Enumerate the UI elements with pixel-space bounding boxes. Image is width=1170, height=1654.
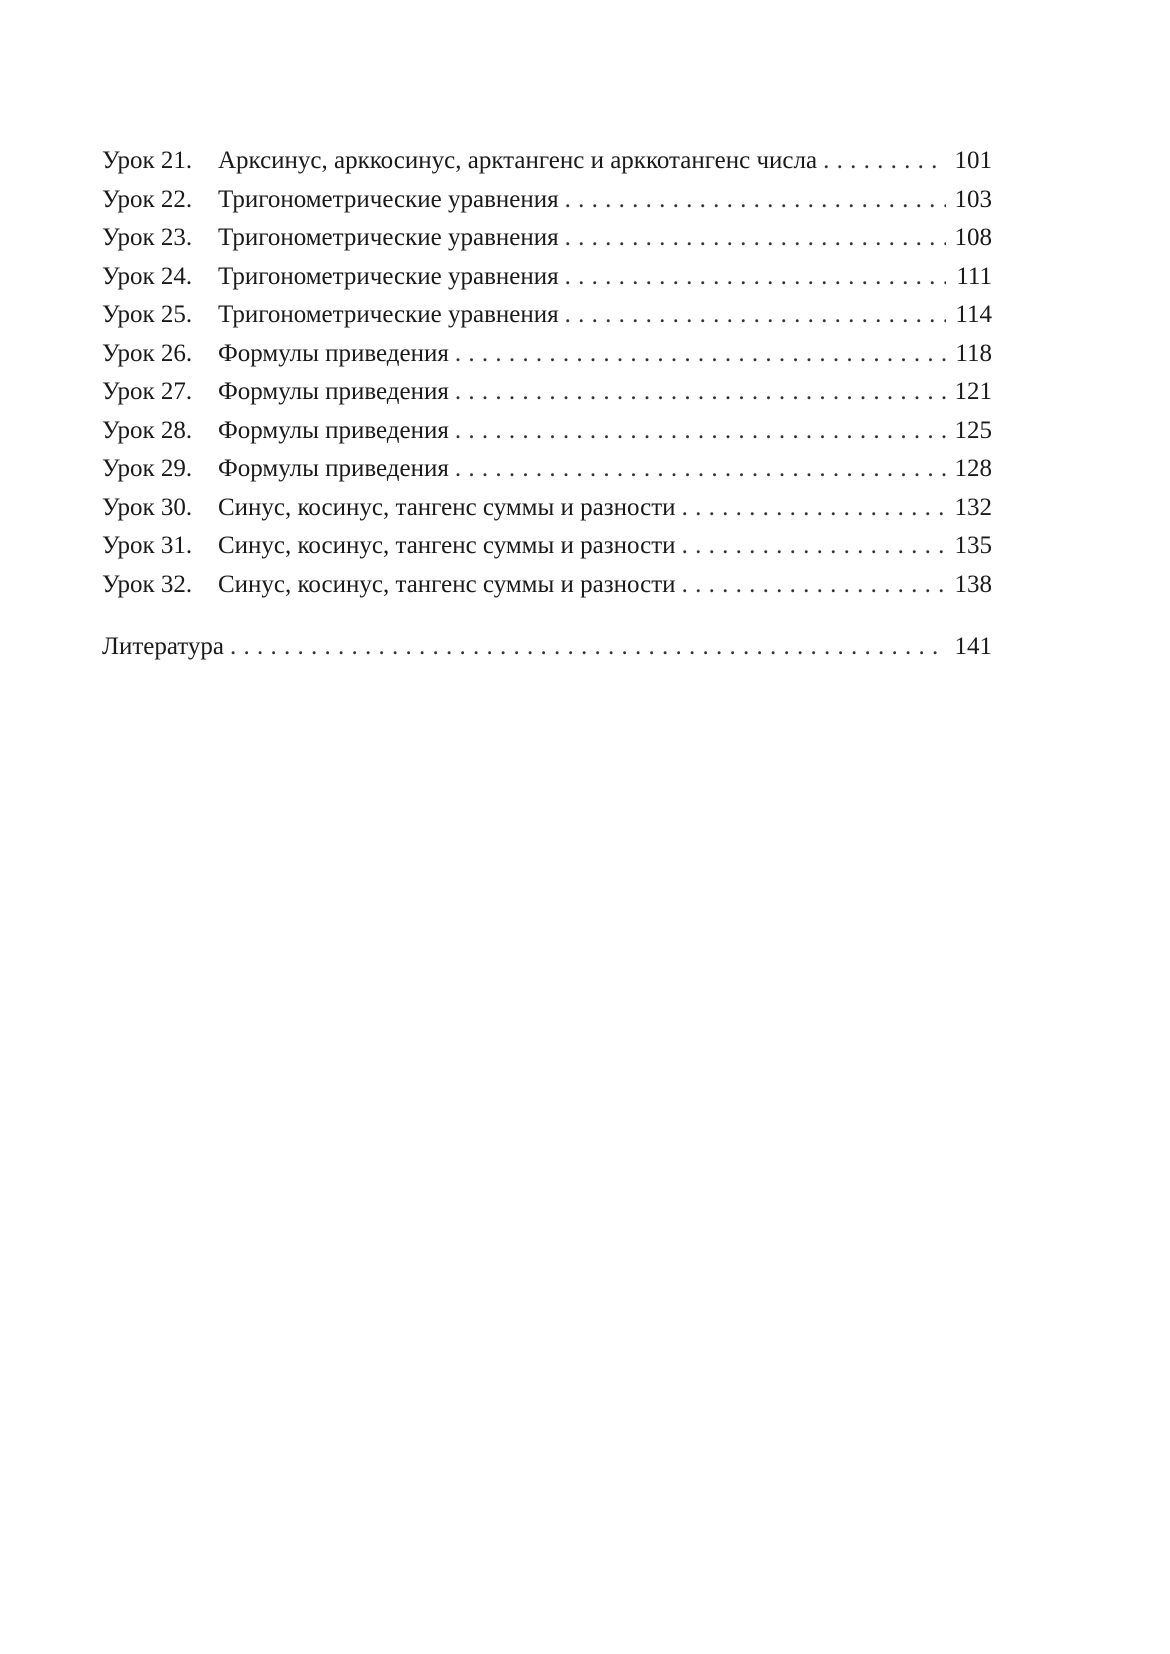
lesson-number: Урок 29. — [102, 455, 193, 482]
dot-leader — [455, 412, 946, 451]
lesson-number: Урок 32. — [102, 570, 193, 598]
page-number: 108 — [954, 224, 992, 251]
page-number: 114 — [955, 301, 992, 328]
lesson-number: Урок 27. — [102, 378, 193, 405]
toc-entry-lesson-29[interactable] — [102, 450, 992, 489]
lesson-number: Урок 30. — [102, 493, 193, 521]
dot-leader — [565, 181, 946, 220]
lesson-title: Формулы приведения — [218, 378, 449, 405]
toc-entry-lesson-24[interactable] — [102, 258, 992, 297]
lesson-title: Арксинус, арккосинус, арктангенс и арккотангенс числа — [218, 147, 818, 174]
dot-leader — [682, 489, 946, 528]
toc-entry-lesson-31[interactable] — [102, 527, 992, 566]
section-gap — [102, 604, 992, 628]
page-number: 121 — [954, 378, 992, 405]
lesson-number: Урок 23. — [102, 224, 193, 251]
page-number: 103 — [954, 185, 992, 213]
lesson-title: Синус, косинус, тангенс суммы и разности — [218, 570, 676, 598]
page-number: 128 — [954, 455, 992, 482]
dot-leader — [823, 142, 946, 181]
toc-entry-lesson-27[interactable] — [102, 373, 992, 412]
lesson-number: Урок 21. — [102, 147, 193, 174]
dot-leader — [565, 258, 946, 297]
lesson-title: Формулы приведения — [218, 339, 449, 367]
lesson-title: Синус, косинус, тангенс суммы и разности — [218, 532, 676, 559]
dot-leader — [565, 219, 946, 258]
table-of-contents — [102, 142, 992, 667]
toc-entry-lesson-25[interactable] — [102, 296, 992, 335]
lesson-title: Тригонометрические уравнения — [218, 185, 559, 213]
lesson-number: Урок 24. — [102, 262, 193, 290]
lesson-title: Формулы приведения — [218, 455, 449, 482]
page-number: 135 — [954, 532, 992, 559]
lesson-number: Урок 22. — [102, 185, 193, 213]
page-number: 125 — [954, 416, 992, 444]
toc-entry-lesson-21[interactable] — [102, 142, 992, 181]
dot-leader — [565, 296, 946, 335]
lesson-title: Тригонометрические уравнения — [218, 262, 559, 290]
lesson-number: Урок 28. — [102, 416, 193, 444]
toc-entry-literature[interactable] — [102, 628, 992, 667]
page-number: 111 — [956, 262, 992, 290]
lesson-number: Урок 31. — [102, 532, 193, 559]
dot-leader — [455, 335, 946, 374]
toc-entry-lesson-22[interactable] — [102, 181, 992, 220]
lesson-title: Формулы приведения — [218, 416, 449, 444]
dot-leader — [682, 566, 946, 605]
toc-entry-lesson-28[interactable] — [102, 412, 992, 451]
dot-leader — [230, 628, 946, 667]
page-number: 138 — [954, 570, 992, 598]
lesson-title: Тригонометрические уравнения — [218, 224, 559, 251]
dot-leader — [682, 527, 946, 566]
dot-leader — [455, 373, 946, 412]
toc-entry-lesson-30[interactable] — [102, 489, 992, 528]
page-number: 101 — [954, 147, 992, 174]
lesson-number: Урок 25. — [102, 301, 193, 328]
dot-leader — [455, 450, 946, 489]
page-number: 132 — [954, 493, 992, 521]
literature-title: Литература — [102, 633, 224, 660]
lesson-title: Синус, косинус, тангенс суммы и разности — [218, 493, 676, 521]
toc-entry-lesson-26[interactable] — [102, 335, 992, 374]
lesson-title: Тригонометрические уравнения — [218, 301, 559, 328]
toc-entry-lesson-32[interactable] — [102, 566, 992, 605]
toc-entry-lesson-23[interactable] — [102, 219, 992, 258]
page-number: 141 — [954, 633, 992, 660]
lesson-number: Урок 26. — [102, 339, 193, 367]
page-number: 118 — [955, 339, 992, 367]
